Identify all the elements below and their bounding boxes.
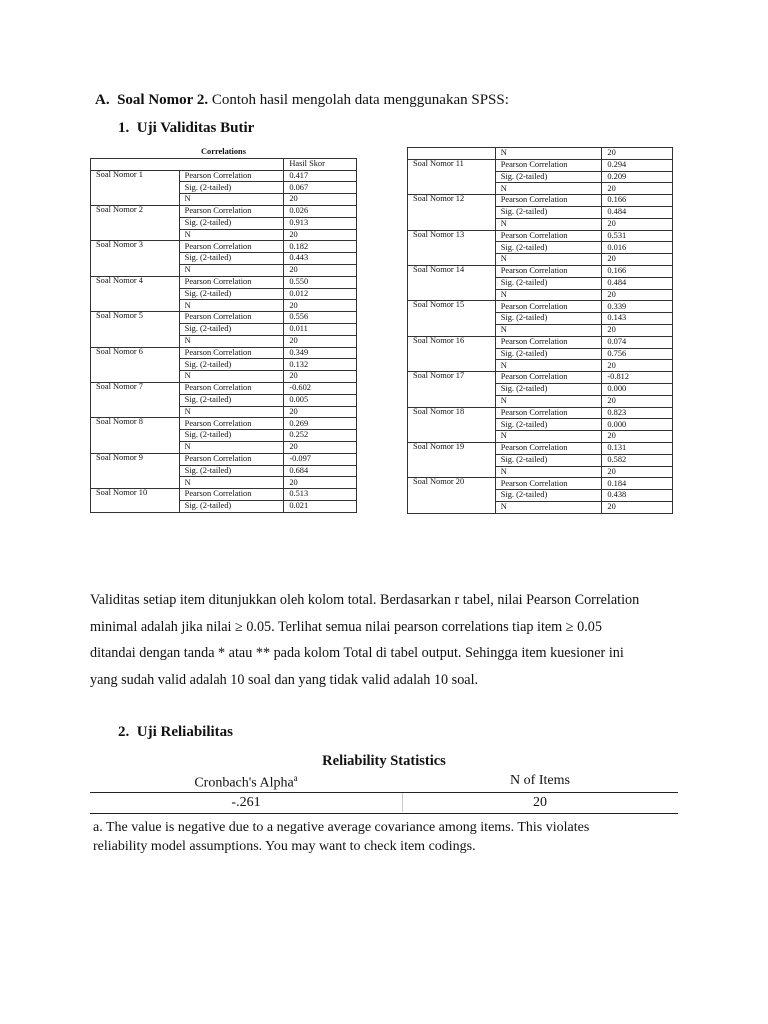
n-label: N — [495, 254, 602, 266]
n-label: N — [179, 406, 284, 418]
n-value: 20 — [602, 218, 673, 230]
reliability-footnote — [93, 818, 653, 856]
sig-label: Sig. (2-tailed) — [495, 419, 602, 431]
n-value: 20 — [284, 300, 357, 312]
pearson-value: 0.823 — [602, 407, 673, 419]
correlations-table-right — [407, 147, 673, 514]
sig-label: Sig. (2-tailed) — [495, 454, 602, 466]
cronbach-alpha-header — [90, 773, 402, 792]
n-value: 20 — [602, 289, 673, 301]
header-blank — [91, 158, 284, 170]
n-value: 20 — [602, 360, 673, 372]
continuation-blank — [408, 148, 496, 160]
sig-value: 0.011 — [284, 323, 357, 335]
item-name: Soal Nomor 5 — [91, 312, 180, 347]
sig-label: Sig. (2-tailed) — [179, 253, 284, 265]
pearson-value: 0.294 — [602, 159, 673, 171]
n-label: N — [179, 441, 284, 453]
sig-value: 0.000 — [602, 383, 673, 395]
n-value: 20 — [602, 431, 673, 443]
item-name: Soal Nomor 19 — [408, 442, 496, 477]
sig-label: Sig. (2-tailed) — [179, 430, 284, 442]
correlations-table-left — [90, 147, 357, 513]
table-row — [91, 276, 357, 288]
n-value: 20 — [602, 254, 673, 266]
item-name: Soal Nomor 17 — [408, 372, 496, 407]
sig-label: Sig. (2-tailed) — [495, 490, 602, 502]
n-value: 20 — [602, 395, 673, 407]
n-label: N — [495, 501, 602, 513]
footnote-line: reliability model assumptions. You may want to check item codings. — [93, 839, 476, 854]
n-label: N — [495, 395, 602, 407]
n-label: N — [495, 466, 602, 478]
item-name: Soal Nomor 20 — [408, 478, 496, 513]
section-2-title: Uji Reliabilitas — [136, 724, 233, 740]
sig-value: 0.484 — [602, 206, 673, 218]
reliability-title: Reliability Statistics — [322, 753, 446, 769]
section-2-label: 2. — [118, 724, 130, 740]
item-name: Soal Nomor 11 — [408, 159, 496, 194]
pearson-value: 0.417 — [284, 170, 357, 182]
pearson-label: Pearson Correlation — [495, 372, 602, 384]
pearson-label: Pearson Correlation — [179, 205, 284, 217]
pearson-label: Pearson Correlation — [179, 170, 284, 182]
sig-value: 0.438 — [602, 490, 673, 502]
sig-value: 0.252 — [284, 430, 357, 442]
n-label: N — [495, 148, 602, 160]
sig-value: 0.012 — [284, 288, 357, 300]
section-1-title: Uji Validitas Butir — [136, 120, 255, 136]
section-a-bold: Soal Nomor 2. — [117, 92, 209, 108]
n-label: N — [495, 360, 602, 372]
sig-label: Sig. (2-tailed) — [179, 217, 284, 229]
item-name: Soal Nomor 18 — [408, 407, 496, 442]
n-label: N — [179, 229, 284, 241]
item-name: Soal Nomor 9 — [91, 453, 180, 488]
sig-value: 0.016 — [602, 242, 673, 254]
n-label: N — [179, 300, 284, 312]
sig-label: Sig. (2-tailed) — [495, 348, 602, 360]
table-row — [91, 418, 357, 430]
sig-value: 0.443 — [284, 253, 357, 265]
sig-label: Sig. (2-tailed) — [179, 182, 284, 194]
sig-label: Sig. (2-tailed) — [179, 323, 284, 335]
pearson-label: Pearson Correlation — [179, 276, 284, 288]
sig-label: Sig. (2-tailed) — [179, 394, 284, 406]
sig-value: 0.684 — [284, 465, 357, 477]
pearson-value: 0.074 — [602, 336, 673, 348]
table-row — [91, 147, 357, 158]
pearson-value: 0.269 — [284, 418, 357, 430]
item-name: Soal Nomor 8 — [91, 418, 180, 453]
table-row — [408, 159, 673, 171]
sig-value: 0.484 — [602, 277, 673, 289]
table-row — [408, 407, 673, 419]
pearson-value: 0.556 — [284, 312, 357, 324]
n-value: 20 — [602, 148, 673, 160]
n-label: N — [495, 324, 602, 336]
pearson-value: 0.531 — [602, 230, 673, 242]
pearson-value: 0.184 — [602, 478, 673, 490]
sig-value: 0.067 — [284, 182, 357, 194]
n-value: 20 — [284, 477, 357, 489]
sig-value: 0.000 — [602, 419, 673, 431]
table-row — [91, 205, 357, 217]
pearson-value: 0.513 — [284, 489, 357, 501]
table-row — [91, 312, 357, 324]
pearson-label: Pearson Correlation — [495, 301, 602, 313]
section-1-label: 1. — [118, 120, 130, 136]
correlations-title: Correlations — [91, 147, 357, 158]
pearson-label: Pearson Correlation — [179, 453, 284, 465]
sig-value: 0.582 — [602, 454, 673, 466]
table-row — [91, 241, 357, 253]
item-name: Soal Nomor 14 — [408, 265, 496, 300]
n-value: 20 — [284, 194, 357, 206]
pearson-value: 0.349 — [284, 347, 357, 359]
n-label: N — [495, 218, 602, 230]
n-value: 20 — [284, 406, 357, 418]
sig-value: 0.005 — [284, 394, 357, 406]
sig-value: 0.913 — [284, 217, 357, 229]
footnote-line: a. The value is negative due to a negative average covariance among items. This violates — [93, 820, 590, 835]
n-label: N — [179, 194, 284, 206]
n-label: N — [179, 371, 284, 383]
reliability-bottom-rule — [90, 813, 678, 814]
item-name: Soal Nomor 7 — [91, 382, 180, 417]
column-header-hasil-skor: Hasil Skor — [284, 158, 357, 170]
table-row — [408, 301, 673, 313]
pearson-value: 0.182 — [284, 241, 357, 253]
table-row — [91, 382, 357, 394]
n-label: N — [179, 264, 284, 276]
n-value: 20 — [284, 229, 357, 241]
sig-label: Sig. (2-tailed) — [495, 277, 602, 289]
item-name: Soal Nomor 12 — [408, 195, 496, 230]
pearson-value: -0.602 — [284, 382, 357, 394]
n-of-items-header: N of Items — [510, 773, 570, 788]
pearson-label: Pearson Correlation — [495, 230, 602, 242]
table-row — [408, 148, 673, 160]
pearson-value: 0.339 — [602, 301, 673, 313]
pearson-label: Pearson Correlation — [179, 382, 284, 394]
pearson-value: 0.550 — [284, 276, 357, 288]
sig-label: Sig. (2-tailed) — [495, 383, 602, 395]
footnote-marker: a — [293, 773, 298, 783]
n-value: 20 — [284, 441, 357, 453]
n-value: 20 — [284, 371, 357, 383]
validity-paragraph — [90, 587, 690, 693]
section-a-label: A. — [95, 92, 110, 108]
sig-value: 0.021 — [284, 500, 357, 512]
n-label: N — [495, 431, 602, 443]
n-value: 20 — [284, 335, 357, 347]
pearson-label: Pearson Correlation — [495, 442, 602, 454]
sig-value: 0.756 — [602, 348, 673, 360]
cronbach-alpha-label: Cronbach's Alpha — [194, 775, 294, 791]
item-name: Soal Nomor 2 — [91, 205, 180, 240]
table-row — [91, 158, 357, 170]
table-row — [91, 170, 357, 182]
n-of-items-value: 20 — [533, 795, 547, 810]
item-name: Soal Nomor 10 — [91, 489, 180, 513]
pearson-value: 0.166 — [602, 195, 673, 207]
pearson-value: 0.026 — [284, 205, 357, 217]
item-name: Soal Nomor 13 — [408, 230, 496, 265]
paragraph-line: yang sudah valid adalah 10 soal dan yang tidak valid adalah 10 soal. — [90, 671, 479, 688]
table-row — [408, 265, 673, 277]
sig-label: Sig. (2-tailed) — [179, 500, 284, 512]
table-row — [91, 489, 357, 501]
pearson-label: Pearson Correlation — [179, 418, 284, 430]
item-name: Soal Nomor 4 — [91, 276, 180, 311]
sig-label: Sig. (2-tailed) — [495, 313, 602, 325]
paragraph-line: ditandai dengan tanda * atau ** pada kolom Total di tabel output. Sehingga item kuesioner ini — [90, 645, 624, 661]
pearson-label: Pearson Correlation — [179, 489, 284, 501]
sig-value: 0.132 — [284, 359, 357, 371]
table-row — [91, 453, 357, 465]
pearson-value: -0.812 — [602, 372, 673, 384]
table-row — [408, 336, 673, 348]
paragraph-line: Validitas setiap item ditunjukkan oleh kolom total. Berdasarkan r tabel, nilai Pearson Correlation — [90, 592, 640, 608]
table-row — [91, 347, 357, 359]
sig-label: Sig. (2-tailed) — [179, 288, 284, 300]
item-name: Soal Nomor 15 — [408, 301, 496, 336]
sig-value: 0.143 — [602, 313, 673, 325]
n-label: N — [179, 477, 284, 489]
item-name: Soal Nomor 3 — [91, 241, 180, 276]
table-row — [408, 195, 673, 207]
section-a-heading — [95, 92, 509, 109]
n-value: 20 — [602, 324, 673, 336]
pearson-label: Pearson Correlation — [179, 241, 284, 253]
sig-label: Sig. (2-tailed) — [179, 465, 284, 477]
sig-value: 0.209 — [602, 171, 673, 183]
pearson-label: Pearson Correlation — [179, 347, 284, 359]
pearson-label: Pearson Correlation — [495, 407, 602, 419]
n-label: N — [179, 335, 284, 347]
table-row — [408, 230, 673, 242]
table-row — [408, 442, 673, 454]
sig-label: Sig. (2-tailed) — [179, 359, 284, 371]
sig-label: Sig. (2-tailed) — [495, 242, 602, 254]
pearson-label: Pearson Correlation — [179, 312, 284, 324]
pearson-label: Pearson Correlation — [495, 159, 602, 171]
paragraph-line: minimal adalah jika nilai ≥ 0.05. Terlihat semua nilai pearson correlations tiap item ≥ 0.05 — [90, 618, 602, 635]
section-a-rest: Contoh hasil mengolah data menggunakan SPSS: — [208, 92, 509, 108]
pearson-label: Pearson Correlation — [495, 336, 602, 348]
pearson-value: -0.097 — [284, 453, 357, 465]
n-value: 20 — [602, 501, 673, 513]
section-2-heading — [118, 724, 233, 741]
section-1-heading — [118, 120, 254, 137]
cronbach-alpha-value: -.261 — [231, 795, 261, 810]
sig-label: Sig. (2-tailed) — [495, 171, 602, 183]
reliability-header-rule — [90, 792, 678, 793]
table-row — [408, 478, 673, 490]
n-value: 20 — [602, 466, 673, 478]
table-row — [408, 372, 673, 384]
n-value: 20 — [602, 183, 673, 195]
item-name: Soal Nomor 1 — [91, 170, 180, 205]
item-name: Soal Nomor 6 — [91, 347, 180, 382]
n-label: N — [495, 183, 602, 195]
n-value: 20 — [284, 264, 357, 276]
pearson-value: 0.131 — [602, 442, 673, 454]
sig-label: Sig. (2-tailed) — [495, 206, 602, 218]
n-label: N — [495, 289, 602, 301]
item-name: Soal Nomor 16 — [408, 336, 496, 371]
pearson-value: 0.166 — [602, 265, 673, 277]
pearson-label: Pearson Correlation — [495, 195, 602, 207]
pearson-label: Pearson Correlation — [495, 478, 602, 490]
pearson-label: Pearson Correlation — [495, 265, 602, 277]
